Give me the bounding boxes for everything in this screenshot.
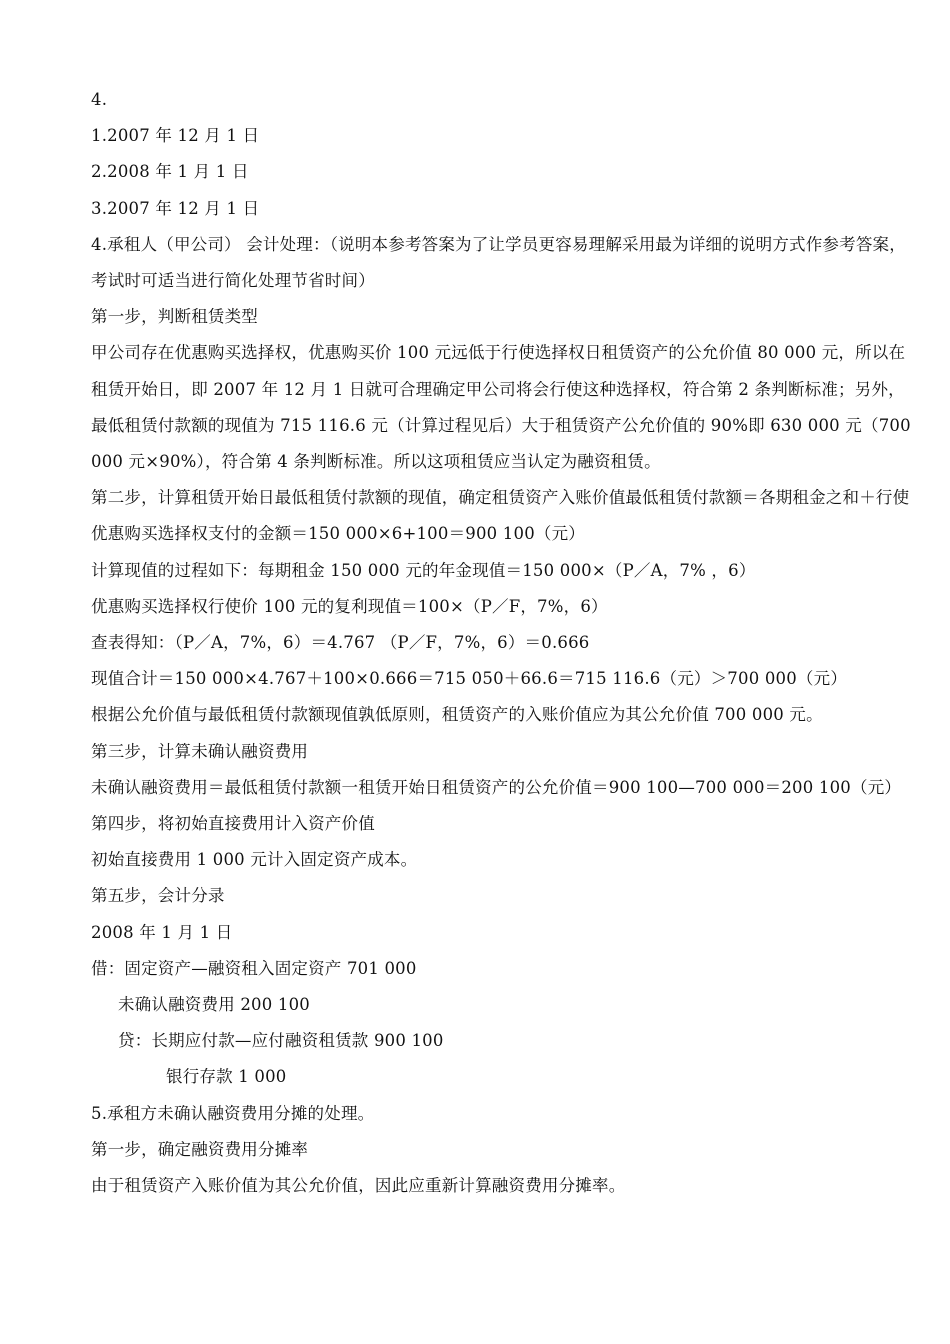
compound-pv-line: 优惠购买选择权行使价 100 元的复利现值＝100×（P／F，7%，6） (91, 596, 608, 616)
section-5-heading: 5.承租方未确认融资费用分摊的处理。 (91, 1103, 375, 1123)
heading-4: 4. (91, 90, 108, 109)
answer-line-3: 3.2007 年 12 月 1 日 (91, 198, 260, 218)
initial-direct-cost-line: 初始直接费用 1 000 元计入固定资产成本。 (91, 850, 418, 870)
step-2-heading: 第二步，计算租赁开始日最低租赁付款额的现值，确定租赁资产入账价值最低租赁付款额＝各期租金之和＋行使优惠购买选择权支付的金额＝150 000×6+100＝900 100（元） (91, 488, 910, 544)
answer-line-4-intro: 4.承租人（甲公司） 会计处理：（说明本参考答案为了让学员更容易理解采用最为详细的说明方式作参考答案，考试时可适当进行简化处理节省时间） (91, 234, 906, 291)
section-5-paragraph: 由于租赁资产入账价值为其公允价值，因此应重新计算融资费用分摊率。 (91, 1176, 626, 1196)
pv-total-line: 现值合计＝150 000×4.767＋100×0.666＝715 050＋66.6＝715 116.6（元）＞700 000（元） (91, 669, 848, 689)
answer-line-2: 2.2008 年 1 月 1 日 (91, 162, 249, 182)
journal-credit-line: 贷：长期应付款—应付融资租赁款 900 100 (118, 1031, 444, 1051)
step-5-heading: 第五步，会计分录 (91, 886, 225, 906)
journal-debit-line-2: 未确认融资费用 200 100 (118, 995, 310, 1015)
step-1-paragraph: 甲公司存在优惠购买选择权，优惠购买价 100 元远低于行使选择权日租赁资产的公允价值 80 000 元，所以在租赁开始日，即 2007 年 12 月 1 日就可合理确定甲公司将会行使这种选择权，符合第 2 条判断标准；另外，最低租赁付款额的现值为 715 116.6 元（计算过程见后）大于租赁资产公允价值的 90%即 630 000 元（700 000 元×90%），符合第 4 条判断标准。所以这项租赁应当认定为融资租赁。 (91, 343, 917, 472)
step-1-heading: 第一步，判断租赁类型 (91, 307, 258, 327)
step-4-heading: 第四步，将初始直接费用计入资产价值 (91, 814, 375, 834)
table-lookup-line: 查表得知：（P／A，7%，6）＝4.767 （P／F，7%，6）＝0.666 (91, 633, 590, 653)
section-5-step-1-heading: 第一步，确定融资费用分摊率 (91, 1139, 309, 1159)
journal-debit-line: 借：固定资产—融资租入固定资产 701 000 (91, 958, 417, 978)
unrecognized-finance-cost-line: 未确认融资费用＝最低租赁付款额一租赁开始日租赁资产的公允价值＝900 100—700 000＝200 100（元） (91, 777, 902, 797)
fair-value-conclusion: 根据公允价值与最低租赁付款额现值孰低原则，租赁资产的入账价值应为其公允价值 700 000 元。 (91, 705, 823, 725)
document-body (91, 82, 916, 1204)
answer-line-1: 1.2007 年 12 月 1 日 (91, 126, 260, 146)
step-3-heading: 第三步，计算未确认融资费用 (91, 741, 309, 761)
journal-credit-line-2: 银行存款 1 000 (166, 1067, 287, 1087)
entry-date: 2008 年 1 月 1 日 (91, 922, 233, 942)
pv-calculation-line: 计算现值的过程如下：每期租金 150 000 元的年金现值＝150 000×（P／A，7% ，6） (91, 560, 756, 580)
